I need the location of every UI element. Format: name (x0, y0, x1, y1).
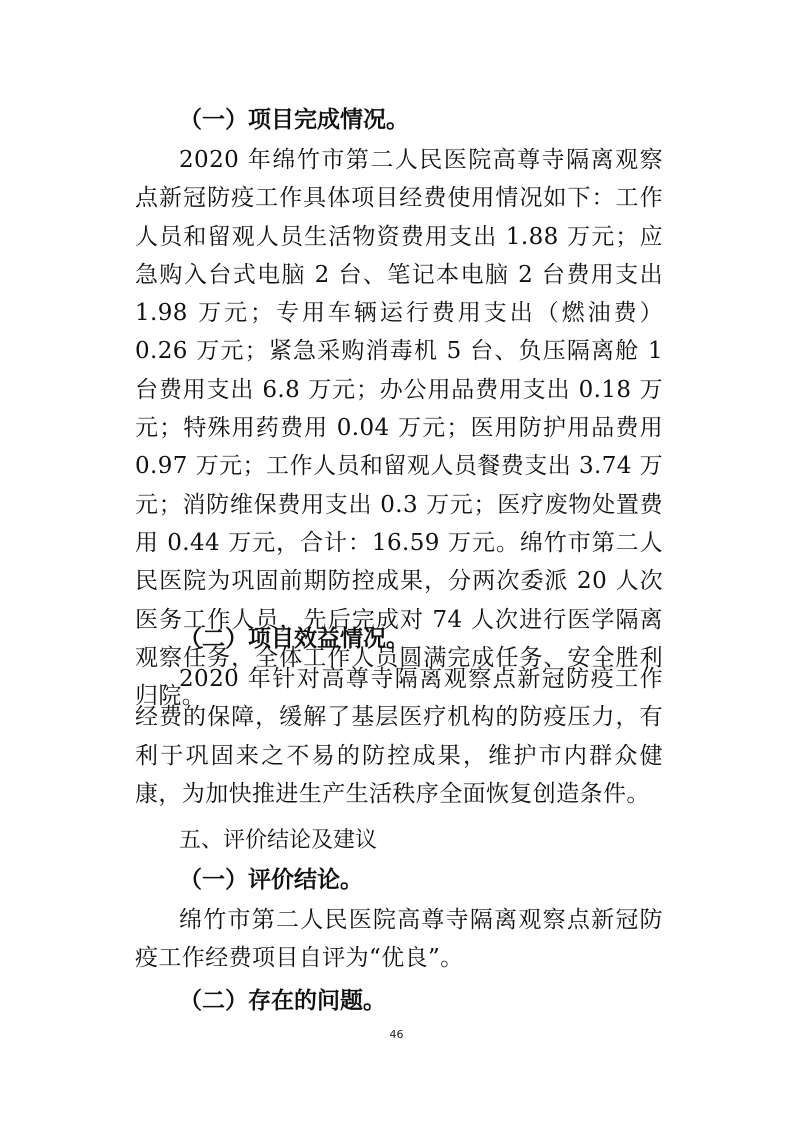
heading-project-completion: （一）项目完成情况。 (179, 106, 409, 133)
paragraph-project-benefit: 2020 年针对高尊寺隔离观察点新冠防疫工作经费的保障，缓解了基层医疗机构的防疫压力，有利于巩固来之不易的防控成果，维护市内群众健康，为加快推进生产生活秩序全面恢复创造条件。 (135, 666, 663, 807)
paragraph-project-completion: 2020 年绵竹市第二人民医院高尊寺隔离观察点新冠防疫工作具体项目经费使用情况如下：工作人员和留观人员生活物资费用支出 1.88 万元；应急购入台式电脑 2 台、笔记本电脑 2 台费用支出 1.98 万元；专用车辆运行费用支出（燃油费）0.26 万元；紧急采购消毒机 5 台、负压隔离舱 1 台费用支出 6.8 万元；办公用品费用支出 0.18 万元；特殊用药费用 0.04 万元；医用防护用品费用 0.97 万元；工作人员和留观人员餐费支出 3.74 万元；消防维保费用支出 0.3 万元；医疗废物处置费用 0.44 万元，合计：16.59 万元。绵竹市第二人民医院为巩固前期防控成果，分两次委派 20 人次医务工作人员，先后完成对 74 人次进行医学隔离观察任务，全体工作人员圆满完成任务、安全胜利归院。 (135, 147, 663, 710)
page-number: 46 (389, 1028, 404, 1041)
heading-project-benefit: （二）项目效益情况。 (179, 625, 409, 652)
heading-evaluation-conclusion: （一）评价结论。 (179, 866, 363, 893)
heading-existing-problems: （二）存在的问题。 (179, 987, 386, 1014)
section-heading-evaluation: 五、评价结论及建议 (179, 828, 378, 853)
paragraph-evaluation-conclusion: 绵竹市第二人民医院高尊寺隔离观察点新冠防疫工作经费项目自评为“优良”。 (135, 907, 663, 972)
